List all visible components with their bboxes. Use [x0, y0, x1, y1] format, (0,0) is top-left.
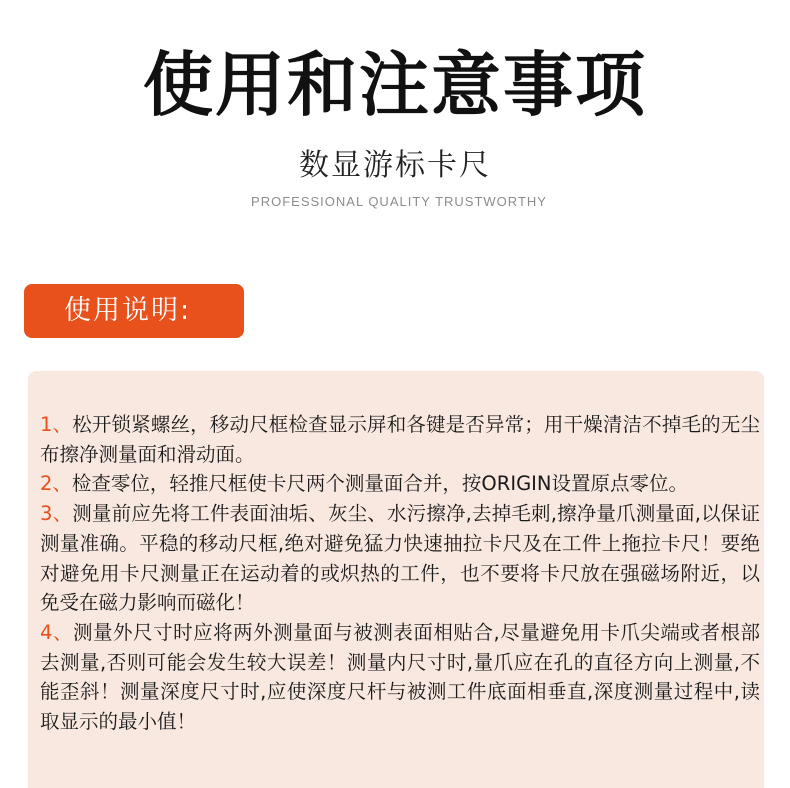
- page-title: 使用和注意事项: [143, 44, 647, 126]
- instruction-item: [40, 499, 760, 618]
- page-subtitle: 数显游标卡尺: [299, 148, 491, 183]
- instruction-number: 3、: [40, 502, 73, 526]
- tagline: PROFESSIONAL QUALITY TRUSTWORTHY: [251, 194, 547, 209]
- section-badge: 使用说明:: [24, 284, 244, 338]
- instruction-item: [40, 618, 760, 737]
- instruction-text: 检查零位，轻推尺框使卡尺两个测量面合并，按ORIGIN设置原点零位。: [71, 472, 689, 496]
- instruction-item: [40, 410, 760, 469]
- instruction-item: [40, 469, 760, 499]
- instruction-number: 2、: [40, 472, 72, 496]
- instruction-number: 1、: [40, 413, 73, 436]
- instruction-text: 松开锁紧螺丝，移动尺框检查显示屏和各键是否异常；用干燥清洁不掉毛的无尘布擦净测量面和滑动面。: [40, 413, 760, 466]
- instruction-number: 4、: [40, 620, 73, 644]
- instruction-text: 测量前应先将工件表面油垢、灰尘、水污擦净,去掉毛刺,擦净量爪测量面,以保证测量准确。平稳的移动尺框,绝对避免猛力快速抽拉卡尺及在工件上拖拉卡尺！要绝对避免用卡尺测量正在运动着的或炽热的工件，也不要将卡尺放在强磁场附近，以免受在磁力影响而磁化！: [40, 502, 760, 615]
- instructions-list: [40, 410, 760, 737]
- instruction-text: 测量外尺寸时应将两外测量面与被测表面相贴合,尽量避免用卡爪尖端或者根部去测量,否则可能会发生较大误差！测量内尺寸时,量爪应在孔的直径方向上测量,不能歪斜！测量深度尺寸时,应使深度尺杆与被测工件底面相垂直,深度测量过程中,读取显示的最小值！: [40, 620, 760, 734]
